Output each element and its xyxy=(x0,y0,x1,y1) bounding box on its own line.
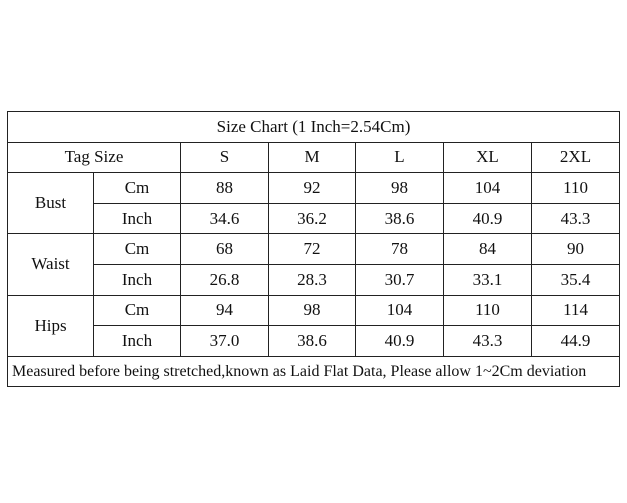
bust-label: Bust xyxy=(8,173,94,234)
table-cell: 98 xyxy=(269,295,356,326)
table-cell: 43.3 xyxy=(444,326,532,357)
table-cell: 92 xyxy=(269,173,356,204)
unit-label-inch: Inch xyxy=(94,326,181,357)
table-cell: 104 xyxy=(444,173,532,204)
table-cell: 78 xyxy=(356,234,444,265)
table-cell: 26.8 xyxy=(181,264,269,295)
hips-label: Hips xyxy=(8,295,94,356)
table-cell: 36.2 xyxy=(269,203,356,234)
size-header-xl: XL xyxy=(444,142,532,173)
unit-label-inch: Inch xyxy=(94,203,181,234)
size-header-s: S xyxy=(181,142,269,173)
table-cell: 28.3 xyxy=(269,264,356,295)
table-cell: 33.1 xyxy=(444,264,532,295)
table-row xyxy=(8,234,620,265)
size-header-m: M xyxy=(269,142,356,173)
unit-label-inch: Inch xyxy=(94,264,181,295)
table-cell: 88 xyxy=(181,173,269,204)
size-header-2xl: 2XL xyxy=(532,142,620,173)
table-cell: 84 xyxy=(444,234,532,265)
table-cell: 68 xyxy=(181,234,269,265)
table-row xyxy=(8,326,620,357)
table-cell: 38.6 xyxy=(269,326,356,357)
table-cell: 104 xyxy=(356,295,444,326)
table-cell: 34.6 xyxy=(181,203,269,234)
table-row xyxy=(8,203,620,234)
table-cell: 35.4 xyxy=(532,264,620,295)
unit-label-cm: Cm xyxy=(94,234,181,265)
chart-title: Size Chart (1 Inch=2.54Cm) xyxy=(8,112,620,143)
table-cell: 30.7 xyxy=(356,264,444,295)
table-cell: 72 xyxy=(269,234,356,265)
table-cell: 38.6 xyxy=(356,203,444,234)
measurement-note: Measured before being stretched,known as Laid Flat Data, Please allow 1~2Cm deviation xyxy=(8,356,620,387)
unit-label-cm: Cm xyxy=(94,295,181,326)
table-cell: 110 xyxy=(532,173,620,204)
table-cell: 110 xyxy=(444,295,532,326)
table-cell: 40.9 xyxy=(444,203,532,234)
table-cell: 90 xyxy=(532,234,620,265)
title-row xyxy=(8,112,620,143)
size-header-l: L xyxy=(356,142,444,173)
table-row xyxy=(8,173,620,204)
table-row xyxy=(8,264,620,295)
table-cell: 114 xyxy=(532,295,620,326)
tag-size-header: Tag Size xyxy=(8,142,181,173)
table-cell: 44.9 xyxy=(532,326,620,357)
table-cell: 40.9 xyxy=(356,326,444,357)
unit-label-cm: Cm xyxy=(94,173,181,204)
note-row xyxy=(8,356,620,387)
table-cell: 43.3 xyxy=(532,203,620,234)
size-chart-table xyxy=(7,111,620,387)
header-row xyxy=(8,142,620,173)
table-row xyxy=(8,295,620,326)
table-cell: 94 xyxy=(181,295,269,326)
waist-label: Waist xyxy=(8,234,94,295)
table-cell: 98 xyxy=(356,173,444,204)
table-cell: 37.0 xyxy=(181,326,269,357)
